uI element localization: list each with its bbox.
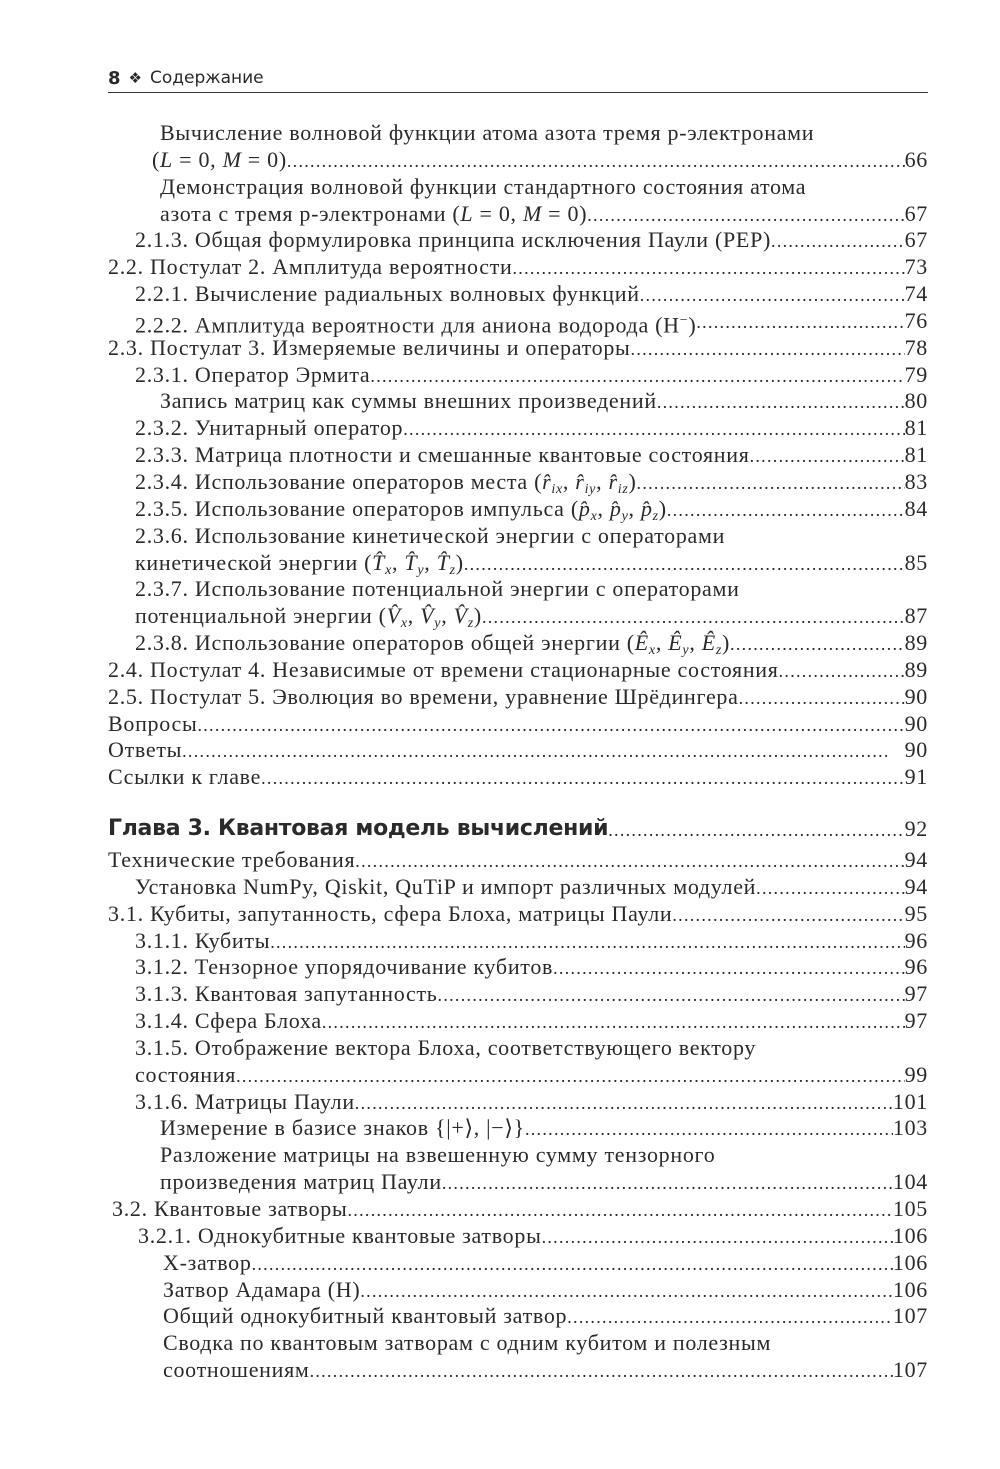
text-segment: ) bbox=[473, 603, 482, 629]
dot-leader bbox=[270, 928, 904, 955]
text-segment: Технические требования bbox=[108, 847, 356, 872]
toc-page-number: 94 bbox=[904, 847, 928, 872]
text-segment: ) bbox=[628, 468, 637, 494]
dot-leader bbox=[464, 550, 905, 577]
toc-entry-title bbox=[108, 335, 631, 362]
text-segment: 3.1.6. Матрицы Паули bbox=[135, 1088, 355, 1114]
toc-page-number: 84 bbox=[904, 495, 928, 521]
toc-entry-line[interactable] bbox=[108, 469, 928, 496]
toc-entry-title bbox=[108, 254, 513, 281]
text-segment: Ответы bbox=[108, 737, 183, 763]
text-segment: 3.2.1. Однокубитные квантовые затворы bbox=[138, 1222, 542, 1248]
toc-entry-title bbox=[163, 1250, 252, 1277]
math-subscript: z bbox=[449, 562, 456, 578]
toc-page-number: 95 bbox=[904, 900, 928, 926]
toc-page-number: 89 bbox=[904, 630, 928, 656]
text-segment: ) bbox=[658, 495, 667, 521]
text-segment: Измерение в базисе знаков {|+⟩, |−⟩} bbox=[160, 1115, 525, 1141]
dot-leader bbox=[567, 1303, 893, 1330]
text-segment: 2.3.7. Использование потенциальной энергии с операторами bbox=[135, 576, 740, 602]
text-segment: кинетической энергии ( bbox=[135, 549, 373, 575]
toc-entry-line[interactable] bbox=[108, 603, 928, 630]
toc-entry-line[interactable] bbox=[108, 307, 928, 338]
math-symbol: V̂ bbox=[453, 603, 468, 629]
toc-entry-line[interactable] bbox=[108, 362, 928, 389]
toc-list-chapter-2 bbox=[108, 120, 928, 791]
toc-entry-line[interactable] bbox=[108, 1196, 928, 1223]
toc-entry-line bbox=[108, 120, 928, 147]
text-segment: Общий однокубитный квантовый затвор bbox=[163, 1303, 568, 1329]
math-symbol: r̂ bbox=[608, 468, 618, 494]
dot-leader bbox=[482, 603, 905, 630]
dot-leader bbox=[696, 308, 904, 335]
text-segment: 3.1.4. Сфера Блоха bbox=[135, 1008, 322, 1034]
dot-leader bbox=[355, 1089, 893, 1116]
dot-leader bbox=[730, 630, 905, 657]
toc-entry-line[interactable] bbox=[108, 201, 928, 228]
dot-leader bbox=[657, 388, 905, 415]
toc-page-number: 106 bbox=[892, 1222, 928, 1248]
dot-leader bbox=[640, 281, 905, 308]
toc-page-number: 105 bbox=[892, 1195, 928, 1221]
toc-entry-line[interactable] bbox=[108, 874, 928, 901]
toc-page-number: 96 bbox=[904, 954, 928, 980]
toc-entry-line[interactable] bbox=[108, 281, 928, 308]
text-segment: , bbox=[562, 468, 576, 494]
text-segment: 2.3.3. Матрица плотности и смешанные квантовые состояния bbox=[135, 442, 750, 468]
toc-page-number: 67 bbox=[904, 227, 928, 253]
math-subscript: y bbox=[682, 643, 690, 659]
text-segment: 2.1.3. Общая формулировка принципа исключения Паули (PEP) bbox=[135, 227, 772, 253]
toc-entry-line[interactable] bbox=[108, 1169, 928, 1196]
text-segment: ) bbox=[722, 630, 731, 656]
toc-entry-title bbox=[108, 737, 182, 764]
math-symbol: r̂ bbox=[575, 468, 585, 494]
dot-leader bbox=[348, 1196, 893, 1223]
text-segment: = 0) bbox=[241, 146, 287, 172]
text-segment: , bbox=[392, 549, 405, 575]
toc-entry-title bbox=[135, 281, 640, 308]
text-segment: , bbox=[628, 495, 641, 521]
toc-entry-line[interactable] bbox=[108, 684, 928, 711]
toc-page-number: 78 bbox=[904, 334, 928, 360]
toc-entry-line[interactable] bbox=[108, 1277, 928, 1304]
text-segment: ) bbox=[688, 312, 697, 338]
toc-entry-line[interactable] bbox=[108, 254, 928, 281]
toc-page-number: 103 bbox=[892, 1115, 928, 1141]
running-header-title: Содержание bbox=[149, 68, 264, 88]
toc-chapter-heading[interactable] bbox=[108, 813, 928, 845]
toc-entry-line[interactable] bbox=[108, 1062, 928, 1089]
text-segment: 3.1.1. Кубиты bbox=[135, 927, 271, 953]
math-subscript: x bbox=[400, 616, 408, 632]
text-segment: соотношениям bbox=[163, 1357, 310, 1383]
text-segment: , bbox=[655, 630, 669, 656]
math-subscript: ix bbox=[551, 481, 563, 497]
math-symbol: p̂ bbox=[609, 495, 622, 521]
toc-entry-title bbox=[160, 201, 587, 228]
toc-page-number: 106 bbox=[892, 1249, 928, 1275]
math-subscript: y bbox=[434, 616, 442, 632]
math-symbol: M bbox=[222, 146, 242, 172]
text-segment: 3.1.3. Квантовая запутанность bbox=[135, 981, 438, 1007]
toc-page-number: 107 bbox=[892, 1357, 928, 1383]
toc-entry-title bbox=[112, 1196, 348, 1223]
text-segment: Разложение матрицы на взвешенную сумму тензорного bbox=[160, 1142, 716, 1168]
text-segment: 2.2.1. Вычисление радиальных волновых функций bbox=[135, 281, 640, 307]
math-subscript: iz bbox=[617, 481, 629, 497]
text-segment: Установка NumPy, Qiskit, QuTiP и импорт различных модулей bbox=[135, 873, 757, 899]
text-segment: ) bbox=[455, 549, 464, 575]
toc-page-number: 85 bbox=[904, 549, 928, 575]
text-segment: Вычисление волновой функции атома азота тремя p-электронами bbox=[160, 120, 815, 145]
toc-entry-line[interactable] bbox=[108, 711, 928, 738]
math-symbol: Ê bbox=[634, 630, 649, 656]
text-segment: 2.3.4. Использование операторов места ( bbox=[135, 468, 543, 494]
dot-leader bbox=[608, 813, 904, 845]
math-symbol: V̂ bbox=[386, 603, 401, 629]
dot-leader bbox=[542, 1223, 893, 1250]
toc-entry-title bbox=[108, 847, 355, 874]
text-segment: , bbox=[597, 495, 610, 521]
dot-leader bbox=[672, 901, 904, 928]
toc-entry-line[interactable] bbox=[108, 550, 928, 577]
toc-page-number: 76 bbox=[904, 307, 928, 333]
toc-entry-title bbox=[135, 550, 464, 577]
toc-page-number: 94 bbox=[904, 873, 928, 899]
math-subscript: z bbox=[652, 508, 659, 524]
ornament-icon: ❖ bbox=[128, 69, 142, 87]
toc-entry-title bbox=[135, 1062, 236, 1089]
toc-page-number: 74 bbox=[904, 281, 928, 307]
text-segment: потенциальной энергии ( bbox=[135, 603, 387, 629]
dot-leader bbox=[236, 1062, 905, 1089]
toc-entry-line[interactable] bbox=[108, 388, 928, 415]
text-segment: ( bbox=[152, 146, 161, 172]
toc-entry-line[interactable] bbox=[108, 147, 928, 174]
toc-page-number: 79 bbox=[904, 361, 928, 387]
text-segment: , bbox=[596, 468, 609, 494]
toc-entry-line[interactable] bbox=[108, 847, 928, 874]
dot-leader bbox=[525, 1115, 893, 1142]
toc-entry-line[interactable] bbox=[108, 901, 928, 928]
toc-page-number: 67 bbox=[904, 200, 928, 226]
text-segment: = 0, bbox=[473, 200, 523, 226]
toc-entry-title bbox=[160, 1169, 442, 1196]
toc-entry-title bbox=[135, 576, 740, 603]
text-segment: 3.1.5. Отображение вектора Блоха, соответствующего вектору bbox=[135, 1034, 757, 1060]
math-superscript: − bbox=[679, 312, 689, 328]
dot-leader bbox=[587, 201, 904, 228]
math-subscript: iy bbox=[584, 481, 597, 497]
toc-entry-title bbox=[108, 711, 197, 738]
toc-entry-line bbox=[108, 523, 928, 550]
text-segment: , bbox=[441, 603, 454, 629]
text-segment: , bbox=[689, 630, 702, 656]
dot-leader bbox=[310, 1357, 893, 1384]
toc-entry-title bbox=[135, 496, 667, 523]
toc-page-number: 90 bbox=[904, 683, 928, 709]
toc-entry-title bbox=[135, 928, 270, 955]
toc-entry-title bbox=[108, 657, 779, 684]
text-segment: 2.3. Постулат 3. Измеряемые величины и операторы bbox=[108, 334, 631, 360]
toc-page-number: 81 bbox=[904, 442, 928, 468]
toc-entry-title bbox=[163, 1277, 360, 1304]
math-symbol: p̂ bbox=[640, 495, 653, 521]
toc-entry-line[interactable] bbox=[108, 657, 928, 684]
toc-entry-title bbox=[135, 227, 771, 254]
chapter-page-number: 92 bbox=[904, 816, 928, 841]
toc-entry-line[interactable] bbox=[108, 496, 928, 523]
toc-entry-line[interactable] bbox=[108, 954, 928, 981]
text-segment: 2.3.8. Использование операторов общей энергии ( bbox=[135, 630, 635, 656]
toc-entry-title bbox=[135, 874, 756, 901]
toc-page-number: 73 bbox=[904, 254, 928, 280]
toc-entry-line[interactable] bbox=[108, 1357, 928, 1384]
text-segment: , bbox=[424, 549, 437, 575]
dot-leader bbox=[771, 227, 905, 254]
toc-entry-title bbox=[108, 901, 672, 928]
math-subscript: x bbox=[648, 643, 656, 659]
running-header bbox=[108, 64, 928, 93]
toc-entry-title bbox=[135, 469, 637, 496]
text-segment: Вопросы bbox=[108, 710, 198, 736]
text-segment: 2.2.2. Амплитуда вероятности для аниона водорода (H bbox=[135, 312, 680, 338]
toc-entry-line bbox=[108, 174, 928, 201]
text-segment: X-затвор bbox=[163, 1249, 252, 1275]
toc-page-number: 80 bbox=[904, 388, 928, 414]
toc-entry-line bbox=[108, 576, 928, 603]
dot-leader bbox=[756, 874, 904, 901]
math-symbol: T̂ bbox=[404, 549, 418, 575]
toc-entry-title bbox=[135, 442, 750, 469]
toc-entry-title bbox=[108, 764, 261, 791]
text-segment: 3.1. Кубиты, запутанность, сфера Блоха, матрицы Паули bbox=[108, 900, 673, 926]
toc-page-number: 91 bbox=[904, 764, 928, 790]
toc-page-number: 99 bbox=[904, 1061, 928, 1087]
dot-leader bbox=[182, 737, 904, 764]
toc-page-number: 90 bbox=[904, 737, 928, 763]
dot-leader bbox=[252, 1250, 893, 1277]
math-symbol: M bbox=[522, 200, 542, 226]
toc-entry-line[interactable] bbox=[108, 227, 928, 254]
toc-entry-title bbox=[163, 1303, 567, 1330]
dot-leader bbox=[667, 496, 905, 523]
toc-page-number: 83 bbox=[904, 468, 928, 494]
math-symbol: V̂ bbox=[420, 603, 435, 629]
dot-leader bbox=[360, 1277, 893, 1304]
toc-entry-line[interactable] bbox=[108, 335, 928, 362]
text-segment: 2.3.5. Использование операторов импульса ( bbox=[135, 495, 579, 521]
toc-entry-line[interactable] bbox=[108, 1115, 928, 1142]
toc-entry-title bbox=[135, 1008, 322, 1035]
toc-entry-line[interactable] bbox=[108, 1008, 928, 1035]
text-segment: 2.3.2. Унитарный оператор bbox=[135, 415, 404, 441]
toc-entry-title bbox=[160, 1115, 525, 1142]
toc-page-number: 87 bbox=[904, 603, 928, 629]
text-segment: = 0, bbox=[172, 146, 223, 172]
toc-entry-title bbox=[135, 603, 482, 630]
math-symbol: T̂ bbox=[372, 549, 386, 575]
toc-page-number: 104 bbox=[892, 1169, 928, 1195]
math-subscript: x bbox=[385, 562, 393, 578]
text-segment: Запись матриц как суммы внешних произведений bbox=[160, 388, 657, 414]
text-segment: состояния bbox=[135, 1061, 237, 1087]
chapter-title: Глава 3. Квантовая модель вычислений bbox=[108, 816, 609, 841]
math-symbol: r̂ bbox=[542, 468, 552, 494]
math-symbol: L bbox=[460, 200, 474, 226]
dot-leader bbox=[370, 362, 904, 389]
text-segment: азота с тремя p-электронами ( bbox=[160, 200, 461, 226]
text-segment: 3.1.2. Тензорное упорядочивание кубитов bbox=[135, 954, 554, 980]
dot-leader bbox=[779, 657, 905, 684]
dot-leader bbox=[637, 469, 905, 496]
toc-entry-line[interactable] bbox=[108, 415, 928, 442]
math-symbol: L bbox=[160, 146, 173, 172]
math-subscript: z bbox=[715, 643, 723, 659]
toc-entry-title bbox=[135, 308, 697, 338]
toc-entry-line[interactable] bbox=[108, 1089, 928, 1116]
math-subscript: y bbox=[621, 508, 629, 524]
dot-leader bbox=[442, 1169, 893, 1196]
toc-page-number: 96 bbox=[904, 927, 928, 953]
toc-entry-line bbox=[108, 1142, 928, 1169]
text-segment: Ссылки к главе bbox=[108, 764, 262, 790]
toc-entry-line[interactable] bbox=[108, 442, 928, 469]
toc-entry-title bbox=[160, 1142, 715, 1169]
toc-entry-line[interactable] bbox=[108, 1223, 928, 1250]
toc-page-number: 101 bbox=[892, 1088, 928, 1114]
dot-leader bbox=[287, 147, 905, 174]
dot-leader bbox=[750, 442, 905, 469]
toc-page-number: 66 bbox=[904, 146, 928, 172]
text-segment: 2.4. Постулат 4. Независимые от времени стационарные состояния bbox=[108, 656, 779, 682]
toc-entry-title bbox=[108, 684, 739, 711]
toc-entry-line[interactable] bbox=[108, 764, 928, 791]
toc-entry-title bbox=[135, 1035, 756, 1062]
toc-entry-title bbox=[160, 388, 657, 415]
toc-entry-line bbox=[108, 1035, 928, 1062]
math-subscript: x bbox=[590, 508, 598, 524]
text-segment: 2.3.6. Использование кинетической энергии с операторами bbox=[135, 522, 726, 548]
toc-entry-title bbox=[135, 362, 370, 389]
dot-leader bbox=[739, 684, 905, 711]
toc-entry-line bbox=[108, 1330, 928, 1357]
math-symbol: p̂ bbox=[578, 495, 591, 521]
toc-entry-title bbox=[135, 523, 725, 550]
dot-leader bbox=[438, 981, 905, 1008]
dot-leader bbox=[403, 415, 904, 442]
toc-entry-title bbox=[135, 954, 553, 981]
dot-leader bbox=[631, 335, 905, 362]
text-segment: Затвор Адамара (H) bbox=[163, 1276, 361, 1302]
toc-page-number: 106 bbox=[892, 1276, 928, 1302]
toc-entry-line[interactable] bbox=[108, 1250, 928, 1277]
toc-entry-line[interactable] bbox=[108, 737, 928, 764]
text-segment: 2.3.1. Оператор Эрмита bbox=[135, 361, 371, 387]
page-number: 8 bbox=[108, 67, 121, 89]
toc-entry-title bbox=[135, 981, 438, 1008]
text-segment: 2.5. Постулат 5. Эволюция во времени, уравнение Шрёдингера bbox=[108, 683, 739, 709]
toc-entry-title bbox=[135, 415, 403, 442]
text-segment: произведения матриц Паули bbox=[160, 1169, 442, 1195]
toc-entry-title bbox=[160, 174, 806, 201]
toc-page-number: 97 bbox=[904, 1008, 928, 1034]
math-symbol: Ê bbox=[701, 630, 716, 656]
toc-entry-line[interactable] bbox=[108, 981, 928, 1008]
math-subscript: y bbox=[417, 562, 425, 578]
text-segment: Сводка по квантовым затворам с одним кубитом и полезным bbox=[163, 1330, 772, 1356]
math-symbol: Ê bbox=[668, 630, 683, 656]
toc-page-number: 107 bbox=[892, 1303, 928, 1329]
toc-entry-title bbox=[163, 1330, 771, 1357]
toc-page-number: 90 bbox=[904, 710, 928, 736]
toc-page-number: 81 bbox=[904, 415, 928, 441]
text-segment: 2.2. Постулат 2. Амплитуда вероятности bbox=[108, 254, 513, 280]
dot-leader bbox=[197, 711, 904, 738]
toc-entry-title bbox=[138, 1223, 542, 1250]
text-segment: 3.2. Квантовые затворы bbox=[112, 1195, 348, 1221]
toc-entry-title bbox=[163, 1357, 310, 1384]
toc-entry-title bbox=[152, 147, 287, 174]
toc-entry-title bbox=[160, 120, 814, 147]
toc-entry-line[interactable] bbox=[108, 630, 928, 657]
dot-leader bbox=[322, 1008, 905, 1035]
dot-leader bbox=[553, 954, 904, 981]
toc-page-number: 89 bbox=[904, 656, 928, 682]
toc-page-number: 97 bbox=[904, 981, 928, 1007]
dot-leader bbox=[355, 847, 904, 874]
toc-entry-line[interactable] bbox=[108, 1303, 928, 1330]
math-symbol: T̂ bbox=[436, 549, 450, 575]
toc-list-chapter-3 bbox=[108, 847, 928, 1384]
dot-leader bbox=[261, 764, 905, 791]
dot-leader bbox=[513, 254, 905, 281]
text-segment: Демонстрация волновой функции стандартного состояния атома bbox=[160, 173, 807, 199]
toc-entry-title bbox=[135, 630, 730, 657]
text-segment: , bbox=[407, 603, 421, 629]
text-segment: = 0) bbox=[541, 200, 588, 226]
toc-entry-title bbox=[135, 1089, 355, 1116]
math-subscript: z bbox=[467, 616, 474, 632]
toc-entry-line[interactable] bbox=[108, 928, 928, 955]
